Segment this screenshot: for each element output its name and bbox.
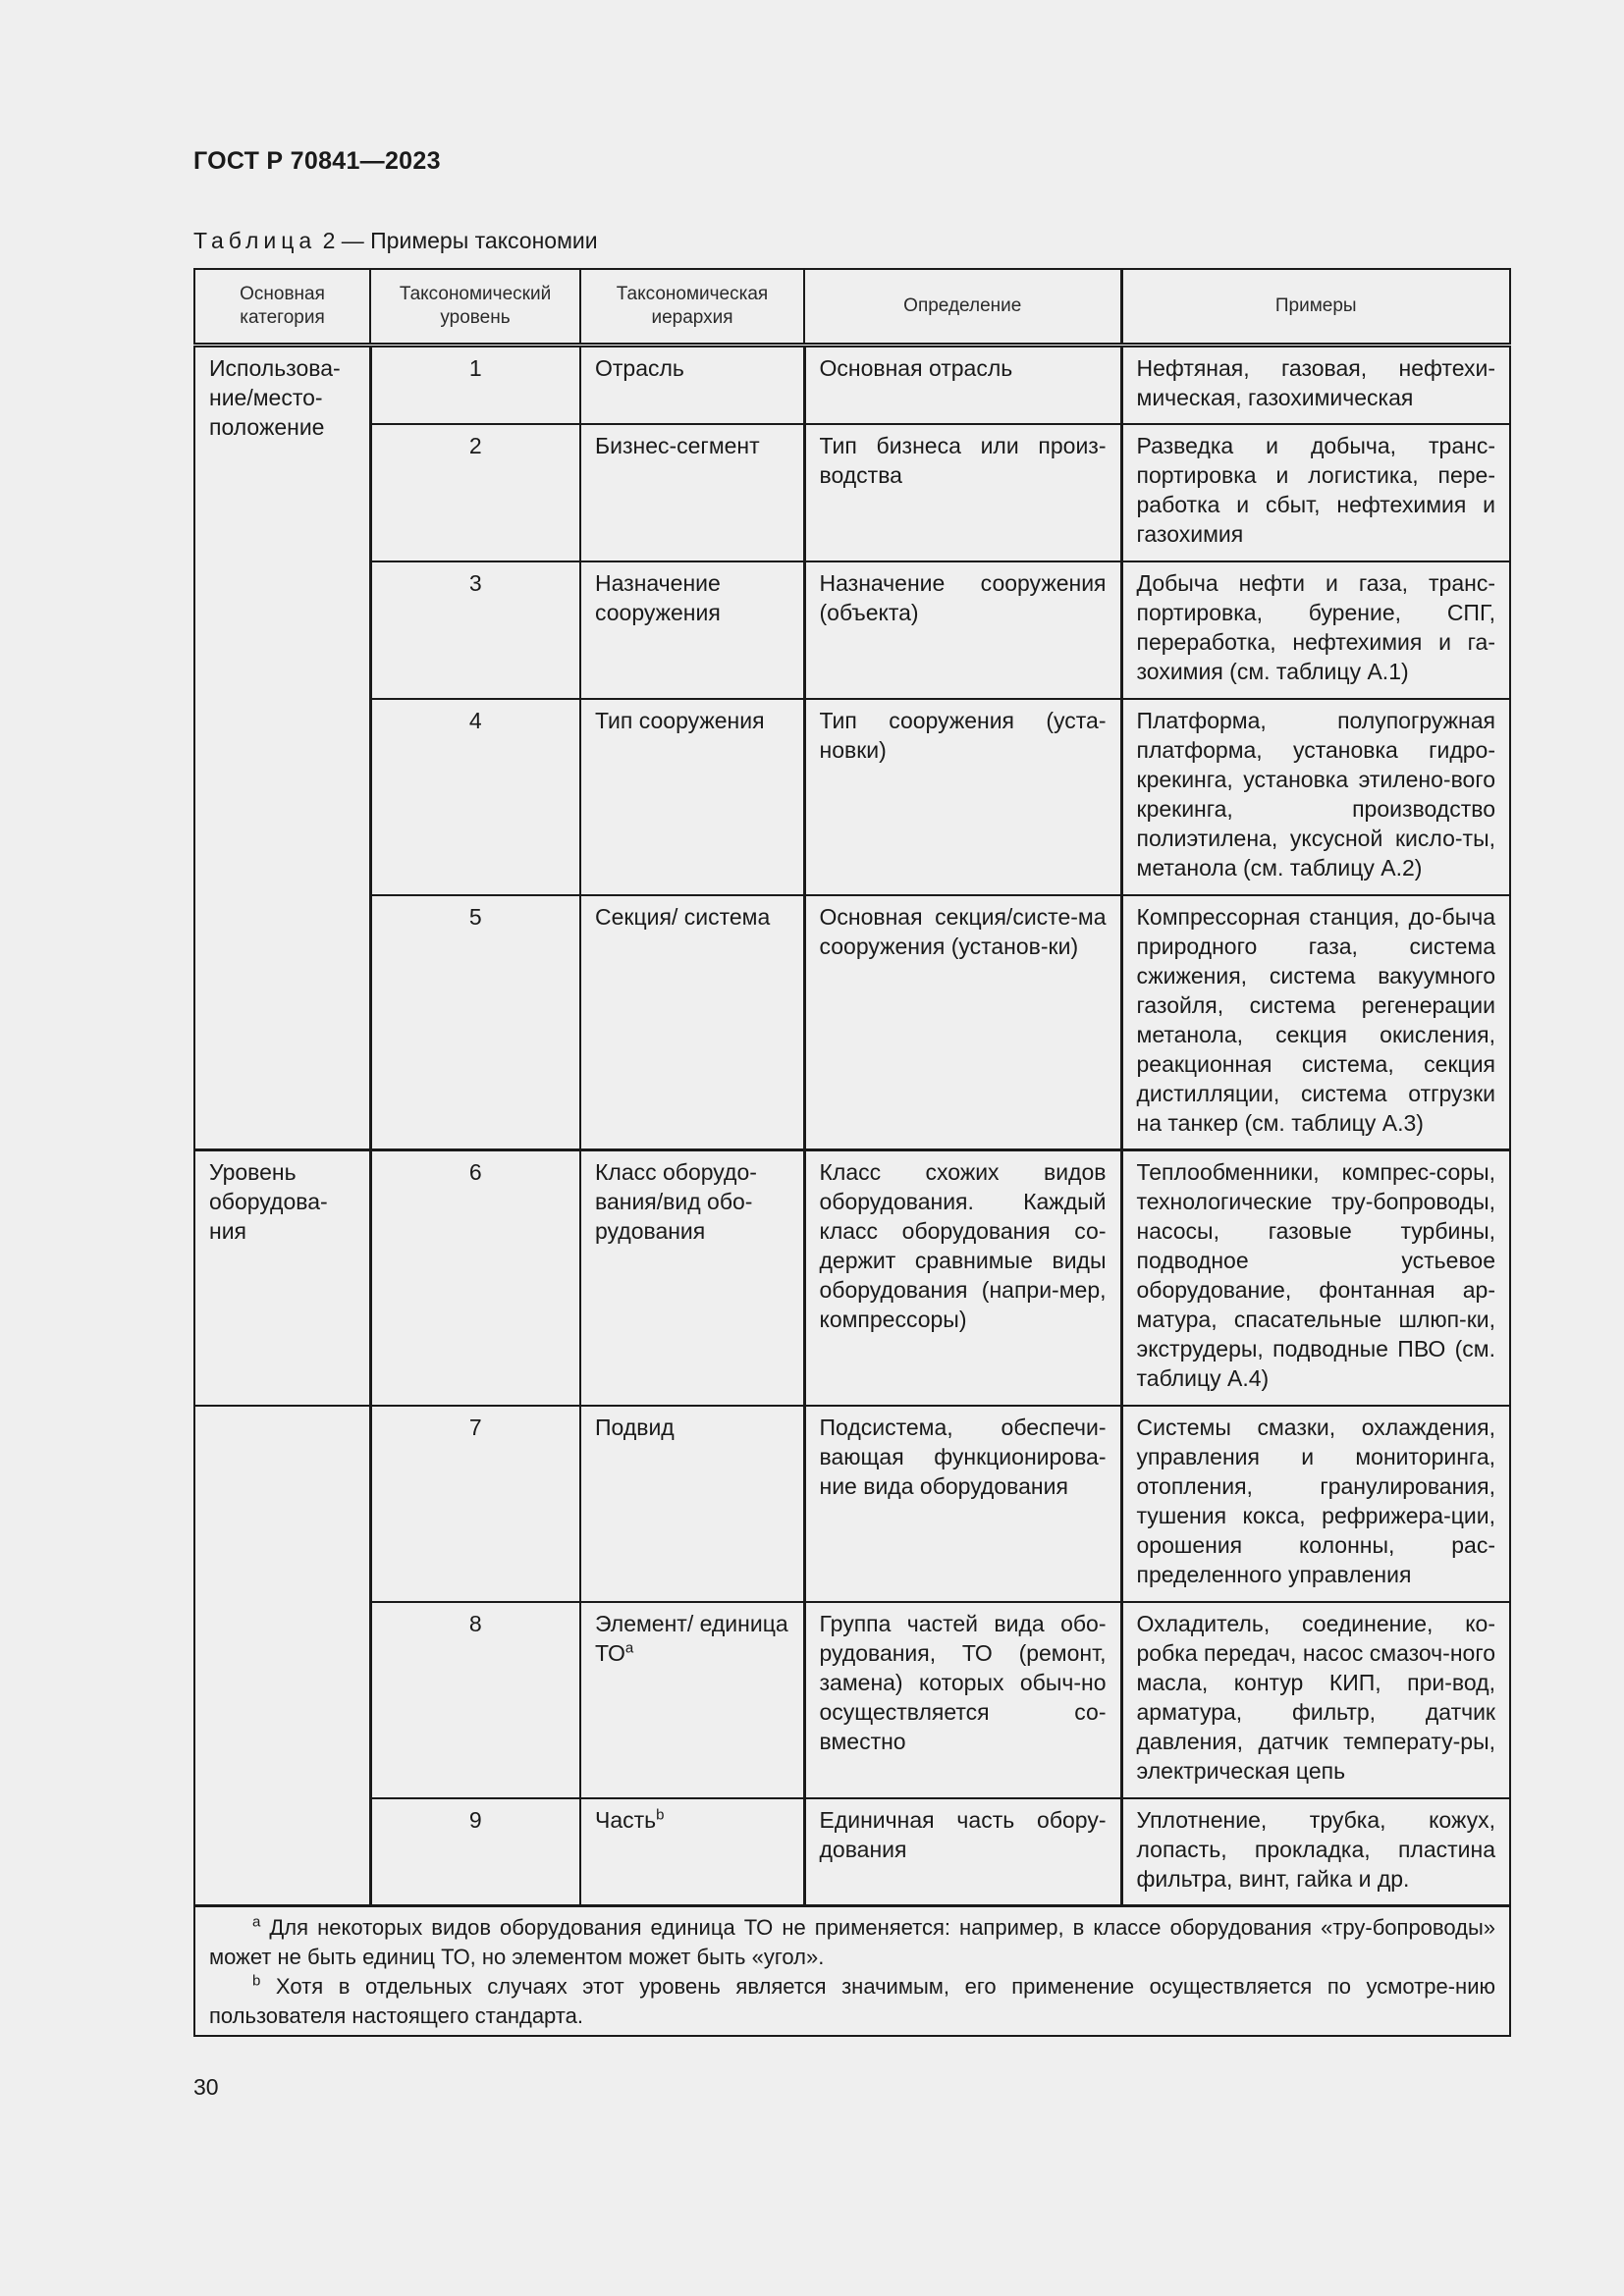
level-cell: 7 <box>370 1406 580 1602</box>
level-cell: 6 <box>370 1150 580 1406</box>
hierarchy-cell <box>580 424 804 561</box>
level-cell: 3 <box>370 561 580 699</box>
hierarchy-text: Бизнес-сегмент <box>595 432 760 458</box>
examples-cell: Охладитель, соединение, ко-робка передач, насос смазоч-ного масла, контур КИП, при-вод, арматура, фильтр, датчик давления, датчик температу-ры, электрическая цепь <box>1121 1602 1510 1798</box>
column-header: Таксономическая иерархия <box>580 269 804 346</box>
hierarchy-cell <box>580 1150 804 1406</box>
column-header: Основная категория <box>194 269 370 346</box>
column-header: Таксономический уровень <box>370 269 580 346</box>
footnote-mark: b <box>656 1805 665 1823</box>
table-row <box>194 1602 1510 1798</box>
table-header-row <box>194 269 1510 346</box>
level-cell: 4 <box>370 699 580 895</box>
table-row <box>194 699 1510 895</box>
hierarchy-text: Тип сооружения <box>595 707 765 733</box>
examples-cell: Платформа, полупогружная платформа, установка гидро-крекинга, установка этилено-вого крекинга, производство полиэтилена, уксусной кисло-ты, метанола (см. таблицу А.2) <box>1121 699 1510 895</box>
level-cell: 5 <box>370 895 580 1150</box>
definition-cell: Тип бизнеса или произ-водства <box>804 424 1121 561</box>
category-cell: Использова-ние/место-положение <box>194 346 370 1150</box>
examples-cell: Системы смазки, охлаждения, управления и мониторинга, отопления, гранулирования, тушения кокса, рефрижера-ции, орошения колонны, рас-пределенного управления <box>1121 1406 1510 1602</box>
footnote-mark: b <box>252 1972 261 1990</box>
column-header: Примеры <box>1121 269 1510 346</box>
hierarchy-text: Отрасль <box>595 355 684 381</box>
hierarchy-cell <box>580 1798 804 1906</box>
hierarchy-cell <box>580 1602 804 1798</box>
page-number: 30 <box>193 2074 219 2100</box>
examples-cell: Компрессорная станция, до-быча природного газа, система сжижения, система вакуумного газойля, система регенерации метанола, секция окисления, реакционная система, секция дистилляции, система отгрузки на танкер (см. таблицу А.3) <box>1121 895 1510 1150</box>
definition-cell: Тип сооружения (уста-новки) <box>804 699 1121 895</box>
table-row <box>194 1406 1510 1602</box>
hierarchy-text: Элемент/ единица ТО <box>595 1610 788 1666</box>
definition-cell: Назначение сооружения (объекта) <box>804 561 1121 699</box>
table-row <box>194 561 1510 699</box>
examples-cell: Уплотнение, трубка, кожух, лопасть, прокладка, пластина фильтра, винт, гайка и др. <box>1121 1798 1510 1906</box>
hierarchy-text: Часть <box>595 1806 657 1833</box>
table-notes <box>194 1906 1510 2037</box>
definition-cell: Группа частей вида обо-рудования, ТО (ремонт, замена) которых обыч-но осуществляется со-вместно <box>804 1602 1121 1798</box>
definition-cell: Основная отрасль <box>804 346 1121 424</box>
examples-cell: Добыча нефти и газа, транс-портировка, бурение, СПГ, переработка, нефтехимия и га-зохимия (см. таблицу А.1) <box>1121 561 1510 699</box>
table-caption <box>193 228 598 254</box>
hierarchy-text: Класс оборудо-вания/вид обо-рудования <box>595 1159 757 1244</box>
footnote-text: Хотя в отдельных случаях этот уровень является значимым, его применение осуществляется по усмотре-нию пользователя настоящего стандарта. <box>209 1974 1495 2028</box>
footnote <box>209 1913 1495 1972</box>
footnote <box>209 1972 1495 2031</box>
hierarchy-text: Подвид <box>595 1414 675 1440</box>
table-row <box>194 346 1510 424</box>
hierarchy-cell <box>580 699 804 895</box>
caption-prefix: Таблица <box>193 228 317 253</box>
footnote-mark: a <box>624 1638 634 1656</box>
footnote-mark: a <box>252 1913 261 1931</box>
caption-number: 2 <box>322 228 336 253</box>
hierarchy-cell <box>580 561 804 699</box>
column-header: Определение <box>804 269 1121 346</box>
examples-cell: Разведка и добыча, транс-портировка и логистика, пере-работка и сбыт, нефтехимия и газохимия <box>1121 424 1510 561</box>
table-row <box>194 424 1510 561</box>
definition-cell: Основная секция/систе-ма сооружения (установ-ки) <box>804 895 1121 1150</box>
table-row <box>194 1150 1510 1406</box>
definition-cell: Единичная часть обору-дования <box>804 1798 1121 1906</box>
hierarchy-cell <box>580 346 804 424</box>
notes-row <box>194 1906 1510 2037</box>
level-cell: 9 <box>370 1798 580 1906</box>
hierarchy-text: Секция/ система <box>595 903 771 930</box>
caption-title: — Примеры таксономии <box>341 228 598 253</box>
table-row <box>194 1798 1510 1906</box>
level-cell: 1 <box>370 346 580 424</box>
definition-cell: Класс схожих видов оборудования. Каждый класс оборудования со-держит сравнимые виды оборудования (напри-мер, компрессоры) <box>804 1150 1121 1406</box>
hierarchy-cell <box>580 1406 804 1602</box>
document-header: ГОСТ Р 70841—2023 <box>193 147 441 175</box>
footnote-text: Для некоторых видов оборудования единица ТО не применяется: например, в классе оборудования «тру-бопроводы» может не быть единиц ТО, но элементом может быть «угол». <box>209 1915 1495 1969</box>
definition-cell: Подсистема, обеспечи-вающая функционирова-ние вида оборудования <box>804 1406 1121 1602</box>
level-cell: 8 <box>370 1602 580 1798</box>
category-cell <box>194 1406 370 1906</box>
examples-cell: Теплообменники, компрес-соры, технологические тру-бопроводы, насосы, газовые турбины, подводное устьевое оборудование, фонтанная ар-матура, спасательные шлюп-ки, экструдеры, подводные ПВО (см. таблицу А.4) <box>1121 1150 1510 1406</box>
taxonomy-table <box>193 268 1511 2037</box>
level-cell: 2 <box>370 424 580 561</box>
hierarchy-cell <box>580 895 804 1150</box>
category-cell: Уровень оборудова-ния <box>194 1150 370 1406</box>
table-row <box>194 895 1510 1150</box>
examples-cell: Нефтяная, газовая, нефтехи-мическая, газохимическая <box>1121 346 1510 424</box>
hierarchy-text: Назначение сооружения <box>595 569 721 625</box>
